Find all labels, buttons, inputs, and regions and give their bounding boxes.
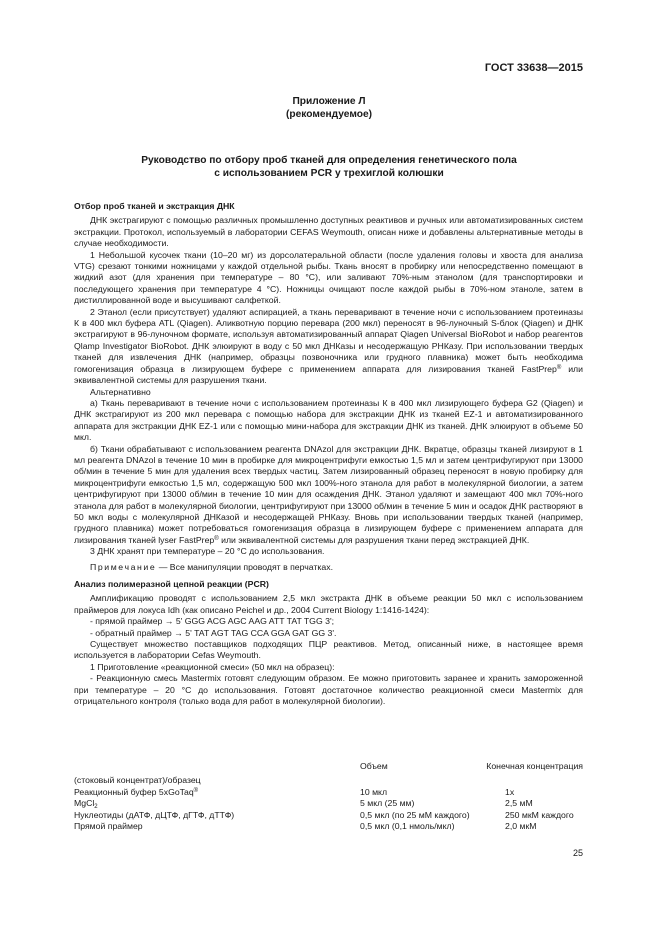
appendix-status: (рекомендуемое) [285, 109, 373, 120]
paragraph-option-b: б) Ткани обрабатывают с использованием реагента DNAzol для экстракции ДНК. Вкратце, образцы тканей лизируют в 1 мл реагента DNAzol в течение 10 мин в пробирке для микроцентрифуги емкостью 1,5 мл и затем центрифугируют при 13000 об/мин в течение 5 мин для удаления всех твердых частиц. Затем лизированный образец переносят в новую пробирку для микроцентрифуги емкостью 1,5 мл, содержащую 500 мкл 100%-ного этанола для работ в молекулярной биологии, а затем центрифугируют при 13000 об/мин в течение 10 мин для осаждения ДНК. Этанол удаляют и замещают 400 мкл 70%-ного этанола для работ в молекулярной биологии, центрифугируют при 13000 об/мин в течение 5 мин и осадок ДНК растворяют в 50 мкл воды с молекулярной ДНКазой и несодержащей РНКазу. Вновь при использовании твердых тканей (например, грудного плавника) может потребоваться гомогенизация образца в лизирующем буфере с применением аппарата для лизирования тканей lyser FastPrep® или эквивалентной системы для разрушения ткани перед экстракцией ДНК. [74, 443, 583, 545]
paragraph-mix-desc: - Реакционную смесь Mastermix готовят следующим образом. Ее можно приготовить заранее и хранить замороженной при температуре – 20 °C до использования. Готовят достаточное количество реакционной смеси Mastermix для отрицательного контроля (только вода для работ в молекулярной биологии). [74, 673, 583, 707]
guide-title-line1: Руководство по отбору проб тканей для определения генетического пола [141, 155, 517, 166]
appendix-heading [74, 95, 584, 121]
reagent-name: Реакционный буфер 5xGoTaq® [74, 786, 199, 797]
appendix-title: Приложение Л [292, 96, 366, 107]
primer-reverse: - обратный праймер → 5' TAT AGT TAG CCA GGA GAT GG 3'. [90, 627, 337, 638]
table-row [74, 787, 583, 798]
table-row [74, 810, 583, 821]
standard-number: ГОСТ 33638—2015 [484, 62, 583, 74]
column-concentration-header: Конечная концентрация [486, 761, 583, 771]
reagent-volume: 10 мкл [360, 786, 388, 797]
column-volume-header: Объем [360, 761, 388, 771]
reagent-name: Нуклеотиды (дАТФ, дЦТФ, дГТФ, дТТФ) [74, 809, 235, 820]
paragraph-option-a: а) Ткань переваривают в течение ночи с использованием протеиназы К в 400 мкл лизирующего буфера G2 (Qiagen) и ДНК экстрагируют из 200 мкл перевара с помощью набора для экстракции ДНК из тканей EZ-1 и автоматизированного аппарата для экстракции ДНК EZ-1 или с помощью мини-набора для экстракции ДНК из тканей. ДНК элюируют в объеме 50 мкл. [74, 397, 583, 443]
reagent-volume: 5 мкл (25 мм) [360, 798, 415, 809]
paragraph-step-1: 1 Небольшой кусочек ткани (10–20 мг) из дорсолатеральной области (после удаления головы и хвоста для анализа VTG) срезают тонкими ножницами у каждой отдельной рыбы. Ткань вносят в пробирку или непосредственно помещают в жидкий азот (для хранения при температуре – 80 °C), или заливают 70%-ным этанолом (для транспортировки и последующего хранения при температуре 4 °C). Ножницы очищают после каждой рыбы в 70%-ном этаноле, затем в дистиллированной воде и высушивают салфеткой. [74, 249, 583, 306]
reagent-concentration: 250 мкМ каждого [505, 809, 574, 820]
reagent-volume: 0,5 мкл (по 25 мМ каждого) [360, 809, 470, 820]
primer-forward: - прямой праймер → 5' GGG ACG AGC AAG ATT TAT TGG 3'; [90, 616, 335, 627]
paragraph-step-3: 3 ДНК хранят при температуре – 20 °C до использования. [90, 546, 325, 557]
paragraph-step-2: 2 Этанол (если присутствует) удаляют аспирацией, а ткань переваривают в течение ночи с использованием протеиназы К в 400 мкл буфера ATL (Qiagen). Аликвотную порцию перевара (200 мкл) переносят в 96-луночный S-блок (Qiagen) и ДНК экстрагируют в 96-луночном формате, используя автоматизированный аппарат Qiagen Universal BioRobot и набор реагентов Qlamp Investigator BioRobot. ДНК элюируют в воду с 50 мкл ДНКазы и несодержащую РНКазу. При использовании твердых тканей для извлечения ДНК (например, образцы позвоночника или грудного плавника) может быть необходима гомогенизация образца в лизирующем буфере с применением аппарата для лизирования тканей FastPrep® или эквивалентной системы для разрушения ткани. [74, 306, 583, 386]
paragraph-mix-title: 1 Приготовление «реакционной смеси» (50 мкл на образец): [90, 661, 335, 672]
reagent-concentration: 2,5 мМ [505, 798, 533, 809]
section-heading-sampling: Отбор проб тканей и экстракция ДНК [74, 201, 235, 211]
note: Примечание — Все манипуляции проводят в перчатках. [90, 561, 333, 572]
guide-title-line2: с использованием PCR у трехиглой колюшки [214, 168, 444, 179]
table-row [74, 821, 583, 832]
reagent-name: MgCl$_2$ [74, 798, 98, 811]
page-number: 25 [572, 848, 583, 858]
paragraph-pcr-intro: Амплификацию проводят с использованием 2,5 мкл экстракта ДНК в объеме реакции 50 мкл с использованием праймеров для локуса Idh (как описано Peichel и др., 2004 Current Biology 1:1416-1424): [74, 593, 583, 615]
paragraph-alternative: Альтернативно [90, 386, 151, 397]
note-label: Примечание [90, 561, 157, 572]
reaction-mix-table [74, 761, 583, 832]
body-text [74, 195, 583, 707]
paragraph-intro: ДНК экстрагируют с помощью различных промышленно доступных реактивов и ручных или автоматизированных систем экстракции. Протокол, используемый в лаборатории CEFAS Weymouth, описан ниже и добавлены альтернативные методы в случае необходимости. [74, 215, 583, 249]
table-row [74, 798, 583, 809]
paragraph-suppliers: Существует множество поставщиков подходящих ПЦР реактивов. Метод, описанный ниже, в настоящее время используется в лаборатории Cefas Weymouth. [74, 639, 583, 661]
reagent-concentration: 2,0 мкМ [505, 820, 537, 831]
table-header-row [74, 761, 583, 772]
reagent-volume: 0,5 мкл (0,1 нмоль/мкл) [360, 820, 455, 831]
table-subhead-row [74, 775, 583, 786]
table-subhead: (стоковый концентрат)/образец [74, 775, 201, 786]
guide-title [74, 154, 584, 180]
section-heading-pcr: Анализ полимеразной цепной реакции (PCR) [74, 579, 269, 589]
reagent-name: Прямой праймер [74, 820, 143, 831]
reagent-concentration: 1x [505, 786, 515, 797]
